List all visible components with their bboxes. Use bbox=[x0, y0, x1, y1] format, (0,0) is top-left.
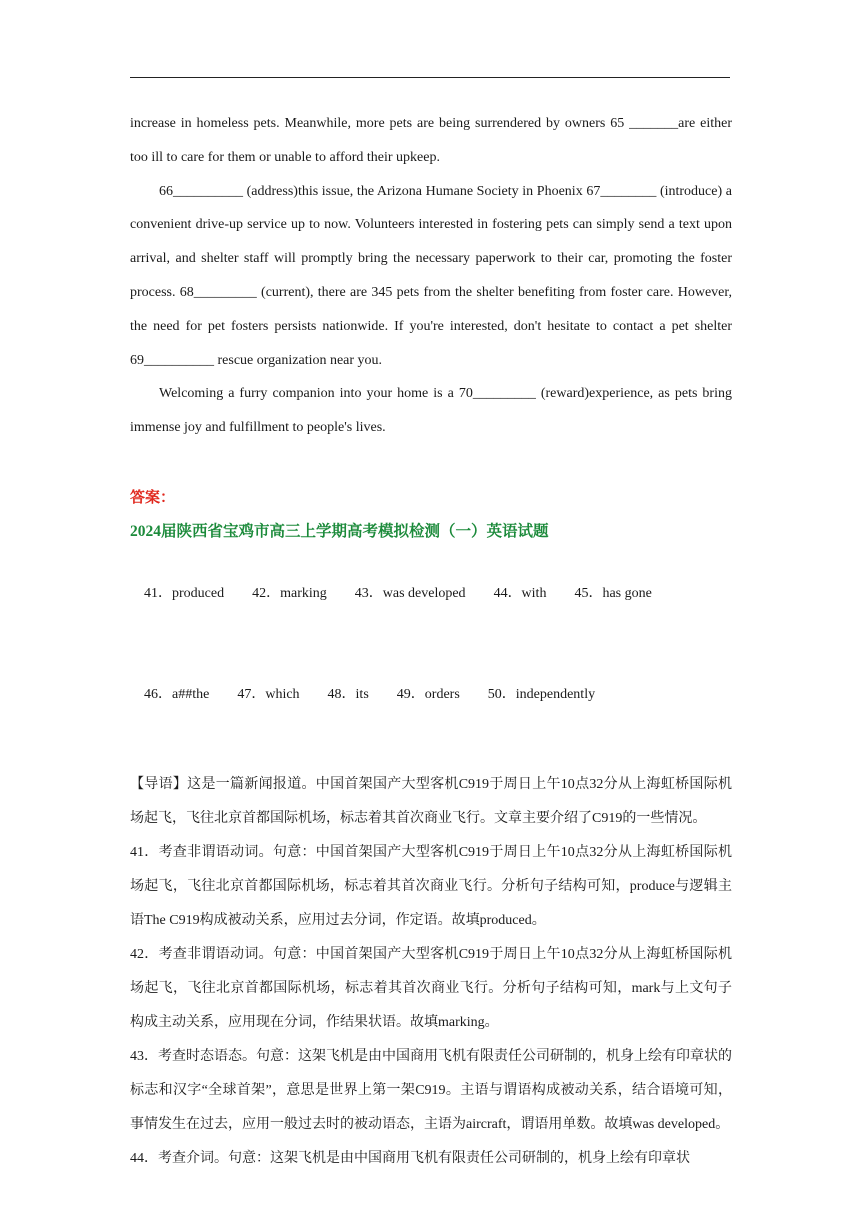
document-body bbox=[130, 107, 732, 1176]
explanation-41: 41．考查非谓语动词。句意：中国首架国产大型客机C919于周日上午10点32分从上海虹桥国际机场起飞，飞往北京首都国际机场，标志着其首次商业飞行。分析句子结构可知，produce与逻辑主语The C919构成被动关系，应用过去分词，作定语。故填produced。 bbox=[130, 844, 732, 928]
passage-paragraph-2: 66__________ (address)this issue, the Arizona Humane Society in Phoenix 67________ (introduce) a convenient drive-up service up to now. Volunteers interested in fostering pets can simply send a text upon arrival, and shelter staff will promptly bring the necessary paperwork to their car, promoting the foster process. 68_________ (current), there are 345 pets from the shelter benefiting from foster care. However, the need for pet fosters persists nationwide. If you're interested, don't hesitate to contact a pet shelter 69__________ rescue organization near you. bbox=[130, 183, 732, 368]
explanation-42: 42．考查非谓语动词。句意：中国首架国产大型客机C919于周日上午10点32分从上海虹桥国际机场起飞，飞往北京首都国际机场，标志着其首次商业飞行。分析句子结构可知，mark与上文句子构成主动关系，应用现在分词，作结果状语。故填marking。 bbox=[130, 946, 732, 1030]
answer-50: 50．independently bbox=[487, 686, 596, 702]
passage-paragraph-3: Welcoming a furry companion into your home is a 70_________ (reward)experience, as pets bring immense joy and fulfillment to people's lives. bbox=[130, 386, 732, 436]
answer-49: 49．orders bbox=[396, 686, 460, 702]
answer-41: 41．produced bbox=[144, 586, 225, 602]
header-rule bbox=[130, 77, 730, 78]
answer-42: 42．marking bbox=[252, 586, 327, 602]
answer-46: 46．a##the bbox=[144, 686, 210, 702]
answers-label: 答案： bbox=[130, 489, 176, 506]
answers-title: 2024届陕西省宝鸡市高三上学期高考模拟检测（一）英语试题 bbox=[130, 522, 549, 540]
answer-45: 45．has gone bbox=[574, 586, 652, 602]
explanation-intro: 【导语】这是一篇新闻报道。中国首架国产大型客机C919于周日上午10点32分从上海虹桥国际机场起飞，飞往北京首都国际机场，标志着其首次商业飞行。文章主要介绍了C919的一些情况。 bbox=[130, 776, 732, 826]
answer-row-2 bbox=[130, 644, 732, 745]
explanation-44: 44．考查介词。句意：这架飞机是由中国商用飞机有限责任公司研制的，机身上绘有印章状 bbox=[130, 1150, 690, 1166]
answer-43: 43．was developed bbox=[354, 586, 466, 602]
passage-paragraph-1: increase in homeless pets. Meanwhile, more pets are being surrendered by owners 65 _______are either too ill to care for them or unable to afford their upkeep. bbox=[130, 116, 732, 165]
answer-44: 44．with bbox=[493, 586, 547, 602]
answer-47: 47．which bbox=[237, 686, 300, 702]
answer-row-1 bbox=[130, 544, 732, 645]
explanation-43: 43．考查时态语态。句意：这架飞机是由中国商用飞机有限责任公司研制的，机身上绘有印章状的标志和汉字“全球首架”，意思是世界上第一架C919。主语与谓语构成被动关系，结合语境可知，事情发生在过去，应用一般过去时的被动语态，主语为aircraft，谓语用单数。故填was developed。 bbox=[130, 1048, 732, 1132]
answer-48: 48．its bbox=[327, 686, 369, 702]
